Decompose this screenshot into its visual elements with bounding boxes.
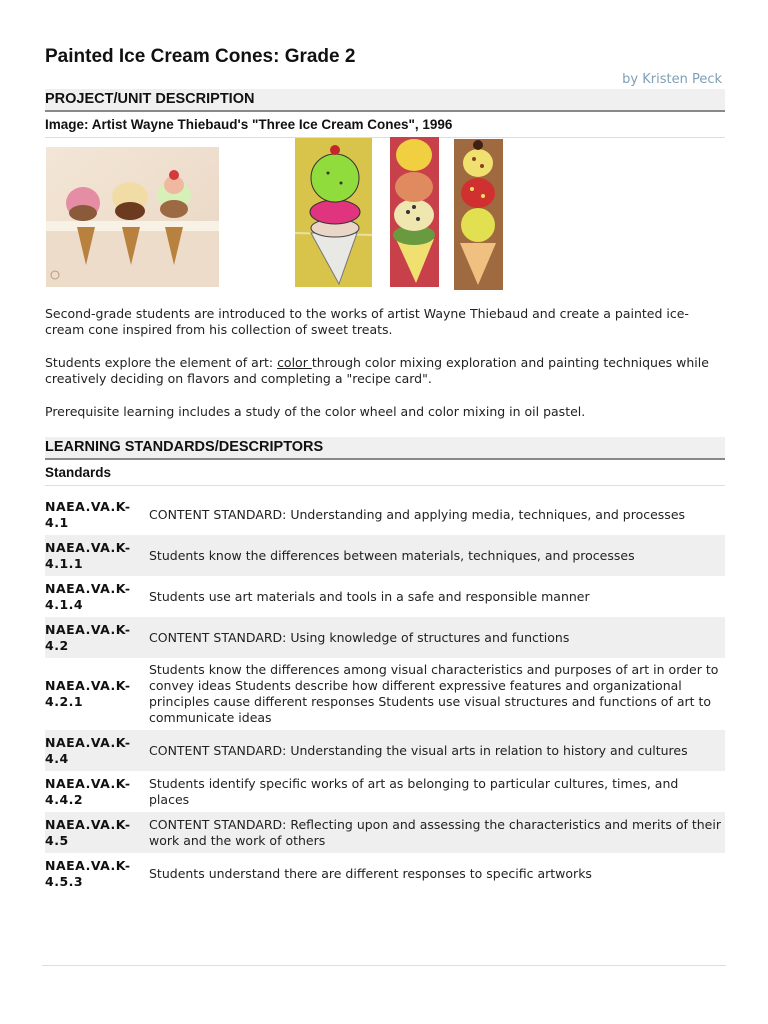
standard-description: Students know the differences among visual characteristics and purposes of art in order to convey ideas Students describe how different expressive features and organizational principles cause different responses Students use visual structures and functions of art to communicate ideas	[149, 662, 719, 725]
standard-code	[45, 771, 148, 812]
author-byline[interactable]: by Kristen Peck	[622, 72, 722, 87]
standard-code-prefix: NAEA.VA.K-	[45, 678, 131, 693]
standard-code	[45, 853, 148, 894]
standard-description: CONTENT STANDARD: Understanding and applying media, techniques, and processes	[149, 506, 686, 522]
color-link[interactable]: color	[277, 355, 312, 370]
standard-description: Students use art materials and tools in a safe and responsible manner	[149, 588, 590, 604]
standard-row	[45, 853, 725, 894]
prerequisite-paragraph: Prerequisite learning includes a study of the color wheel and color mixing in oil pastel.	[45, 404, 586, 419]
section-header-project: PROJECT/UNIT DESCRIPTION	[45, 89, 725, 112]
standard-code-prefix: NAEA.VA.K-	[45, 857, 131, 873]
standard-code-suffix: 4.1.1	[45, 555, 84, 571]
standard-code-prefix: NAEA.VA.K-	[45, 816, 131, 832]
standard-code-prefix: NAEA.VA.K-	[45, 621, 131, 637]
standard-row	[45, 617, 725, 658]
standard-row	[45, 771, 725, 812]
standard-code-suffix: 4.4.2	[45, 791, 84, 807]
section-header-standards: LEARNING STANDARDS/DESCRIPTORS	[45, 437, 725, 460]
image-caption: Image: Artist Wayne Thiebaud's "Three Ice Cream Cones", 1996	[45, 117, 725, 138]
standard-code-suffix: 4.5	[45, 832, 69, 848]
standard-row	[45, 658, 725, 730]
standard-code-suffix: 4.4	[45, 750, 69, 766]
standard-row	[45, 730, 725, 771]
standard-code	[45, 576, 148, 617]
standard-code-prefix: NAEA.VA.K-	[45, 498, 131, 514]
standard-code	[45, 617, 148, 658]
standard-description: Students know the differences between materials, techniques, and processes	[148, 535, 725, 576]
standard-code-prefix: NAEA.VA.K-	[45, 580, 131, 596]
standard-code	[45, 812, 148, 853]
intro-paragraph: Second-grade students are introduced to the works of artist Wayne Thiebaud and create a painted ice-cream cone inspired from his collection of sweet treats.	[45, 306, 689, 337]
standard-code	[45, 494, 148, 535]
standard-code-prefix: NAEA.VA.K-	[45, 734, 131, 750]
standard-code-suffix: 4.2	[45, 637, 69, 653]
standard-code-prefix: NAEA.VA.K-	[45, 775, 131, 791]
standard-code-suffix: 4.2.1	[45, 694, 84, 709]
standard-description: CONTENT STANDARD: Understanding the visual arts in relation to history and cultures	[148, 730, 725, 771]
standard-code-suffix: 4.1.4	[45, 596, 84, 612]
footer-divider	[42, 965, 726, 966]
standard-code	[45, 535, 148, 576]
standard-row	[45, 576, 725, 617]
thiebaud-painting-image	[46, 147, 219, 287]
student-artwork-image-3	[454, 139, 503, 290]
standards-table	[45, 494, 725, 894]
element-paragraph-text-1: Students explore the element of art:	[45, 355, 278, 370]
standard-row	[45, 535, 725, 576]
standard-code-suffix: 4.5.3	[45, 873, 84, 889]
standard-description: CONTENT STANDARD: Reflecting upon and assessing the characteristics and merits of their work and the work of others	[148, 812, 725, 853]
student-artwork-image-2	[390, 137, 439, 287]
element-paragraph	[45, 355, 725, 387]
standard-code	[45, 730, 148, 771]
standard-row	[45, 812, 725, 853]
standard-code	[45, 658, 148, 730]
student-artwork-image-1	[295, 138, 372, 287]
standard-code-suffix: 4.1	[45, 514, 69, 530]
page-title: Painted Ice Cream Cones: Grade 2	[45, 46, 356, 67]
standards-subhead: Standards	[45, 465, 725, 486]
standard-row	[45, 494, 725, 535]
element-paragraph-text-2: through color mixing exploration and painting techniques while creatively deciding on flavors and completing a "recipe card".	[45, 355, 709, 386]
standard-code-prefix: NAEA.VA.K-	[45, 539, 131, 555]
standard-description: Students understand there are different responses to specific artworks	[149, 865, 592, 881]
standard-description: Students identify specific works of art as belonging to particular cultures, times, and places	[149, 775, 679, 807]
standard-description: CONTENT STANDARD: Using knowledge of structures and functions	[148, 617, 725, 658]
